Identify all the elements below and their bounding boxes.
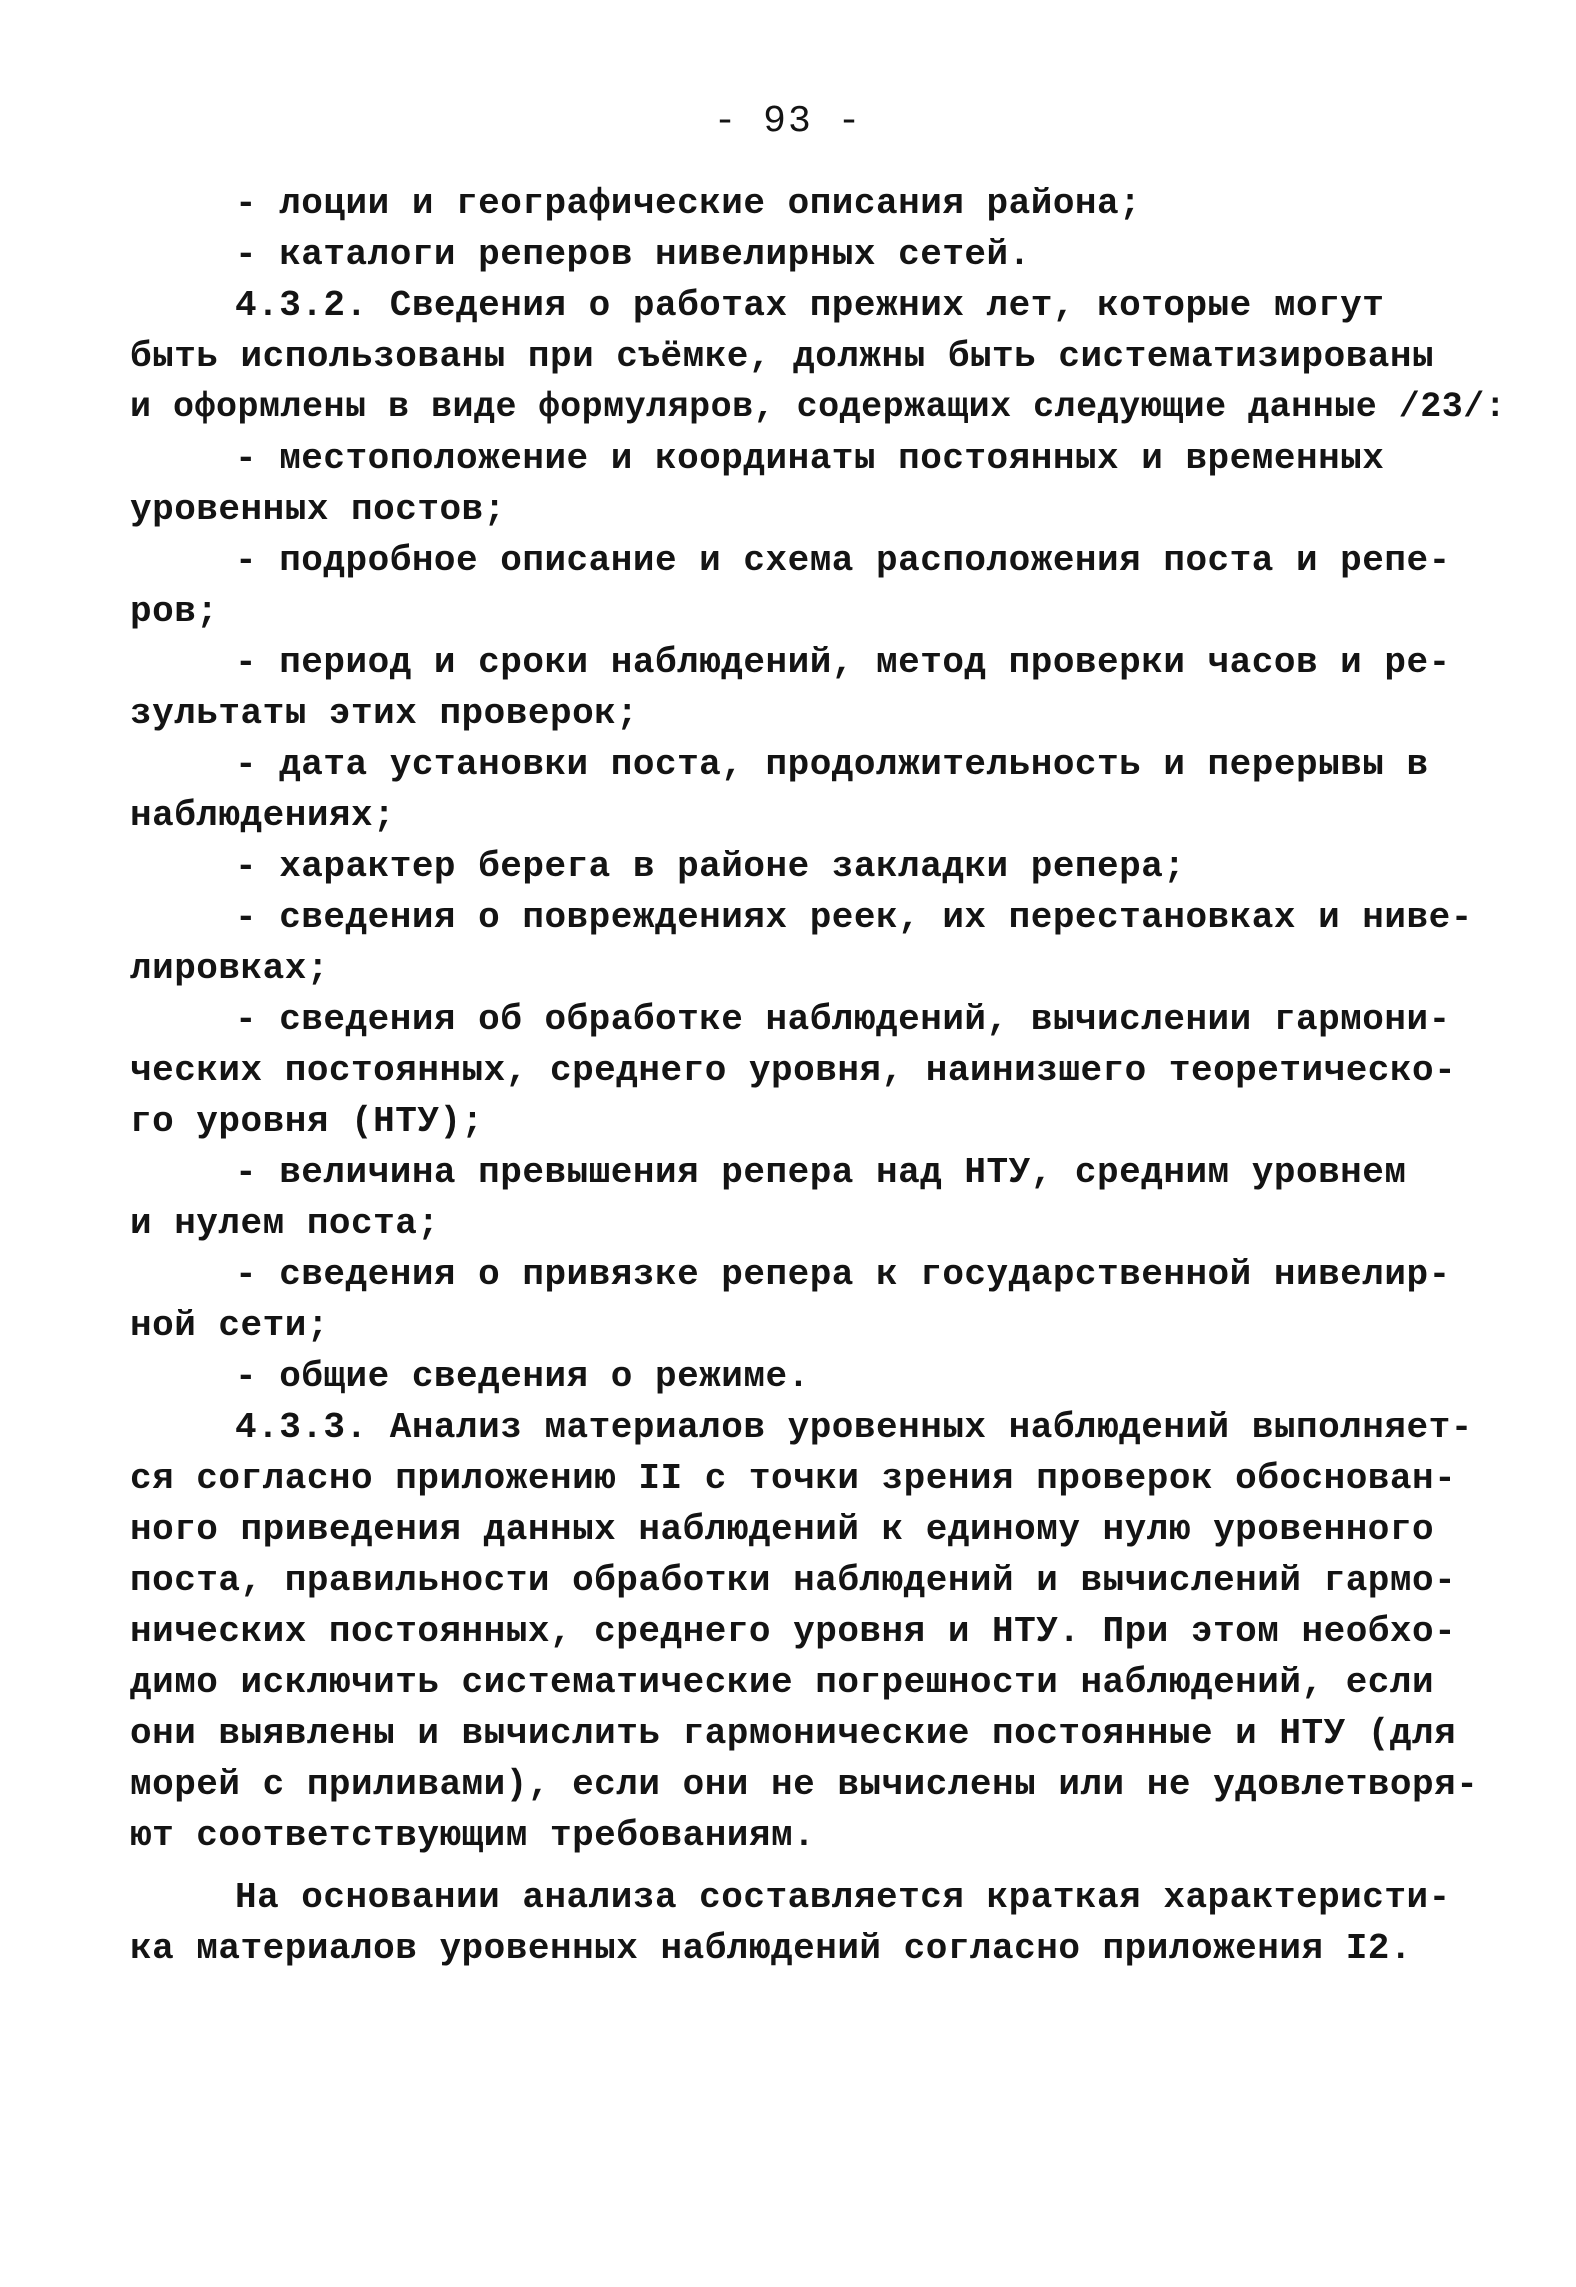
text-line: На основании анализа составляется краткая характеристи-	[235, 1877, 1451, 1918]
text-line: - величина превышения репера над НТУ, средним уровнем	[235, 1152, 1407, 1193]
text-line: - местоположение и координаты постоянных и временных	[235, 438, 1385, 479]
text-line: ров;	[130, 591, 219, 632]
text-line: - сведения о привязке репера к государственной нивелир-	[235, 1254, 1451, 1295]
text-line: го уровня (НТУ);	[130, 1101, 484, 1142]
text-line: ка материалов уровенных наблюдений согласно приложения I2.	[130, 1928, 1413, 1969]
text-line: они выявлены и вычислить гармонические постоянные и НТУ (для	[130, 1713, 1457, 1754]
text-line: - сведения об обработке наблюдений, вычислении гармони-	[235, 999, 1451, 1040]
text-line: - подробное описание и схема расположения поста и репе-	[235, 540, 1451, 581]
page-number: - 93 -	[713, 100, 863, 143]
text-line: лировках;	[130, 948, 329, 989]
text-line: и нулем поста;	[130, 1203, 440, 1244]
text-line: уровенных постов;	[130, 489, 506, 530]
text-line: - каталоги реперов нивелирных сетей.	[235, 234, 1031, 275]
text-line: - лоции и географические описания района;	[235, 183, 1142, 224]
text-line: морей с приливами), если они не вычислены или не удовлетворя-	[130, 1764, 1479, 1805]
text-line: ного приведения данных наблюдений к единому нулю уровенного	[130, 1509, 1435, 1550]
text-line: ся согласно приложению II с точки зрения проверок обоснован-	[130, 1458, 1457, 1499]
text-line: - общие сведения о режиме.	[235, 1356, 810, 1397]
text-line: димо исключить систематические погрешности наблюдений, если	[130, 1662, 1435, 1703]
text-line: ют соответствующим требованиям.	[130, 1815, 816, 1856]
text-line: ческих постоянных, среднего уровня, наинизшего теоретическо-	[130, 1050, 1457, 1091]
text-line: - характер берега в районе закладки репера;	[235, 846, 1186, 887]
text-line: поста, правильности обработки наблюдений и вычислений гармо-	[130, 1560, 1457, 1601]
text-line: ной сети;	[130, 1305, 329, 1346]
text-line: нических постоянных, среднего уровня и НТУ. При этом необхо-	[130, 1611, 1457, 1652]
text-line: зультаты этих проверок;	[130, 693, 639, 734]
text-line: и оформлены в виде формуляров, содержащих следующие данные /23/:	[130, 387, 1507, 427]
text-line: 4.3.2. Сведения о работах прежних лет, которые могут	[235, 285, 1385, 326]
text-line: наблюдениях;	[130, 795, 396, 836]
text-line: 4.3.3. Анализ материалов уровенных наблюдений выполняет-	[235, 1407, 1473, 1448]
text-line: - дата установки поста, продолжительность и перерывы в	[235, 744, 1429, 785]
text-line: - период и сроки наблюдений, метод проверки часов и ре-	[235, 642, 1451, 683]
text-line: - сведения о повреждениях реек, их перестановках и нивe-	[235, 897, 1473, 938]
text-line: быть использованы при съёмке, должны быть систематизированы	[130, 336, 1435, 377]
